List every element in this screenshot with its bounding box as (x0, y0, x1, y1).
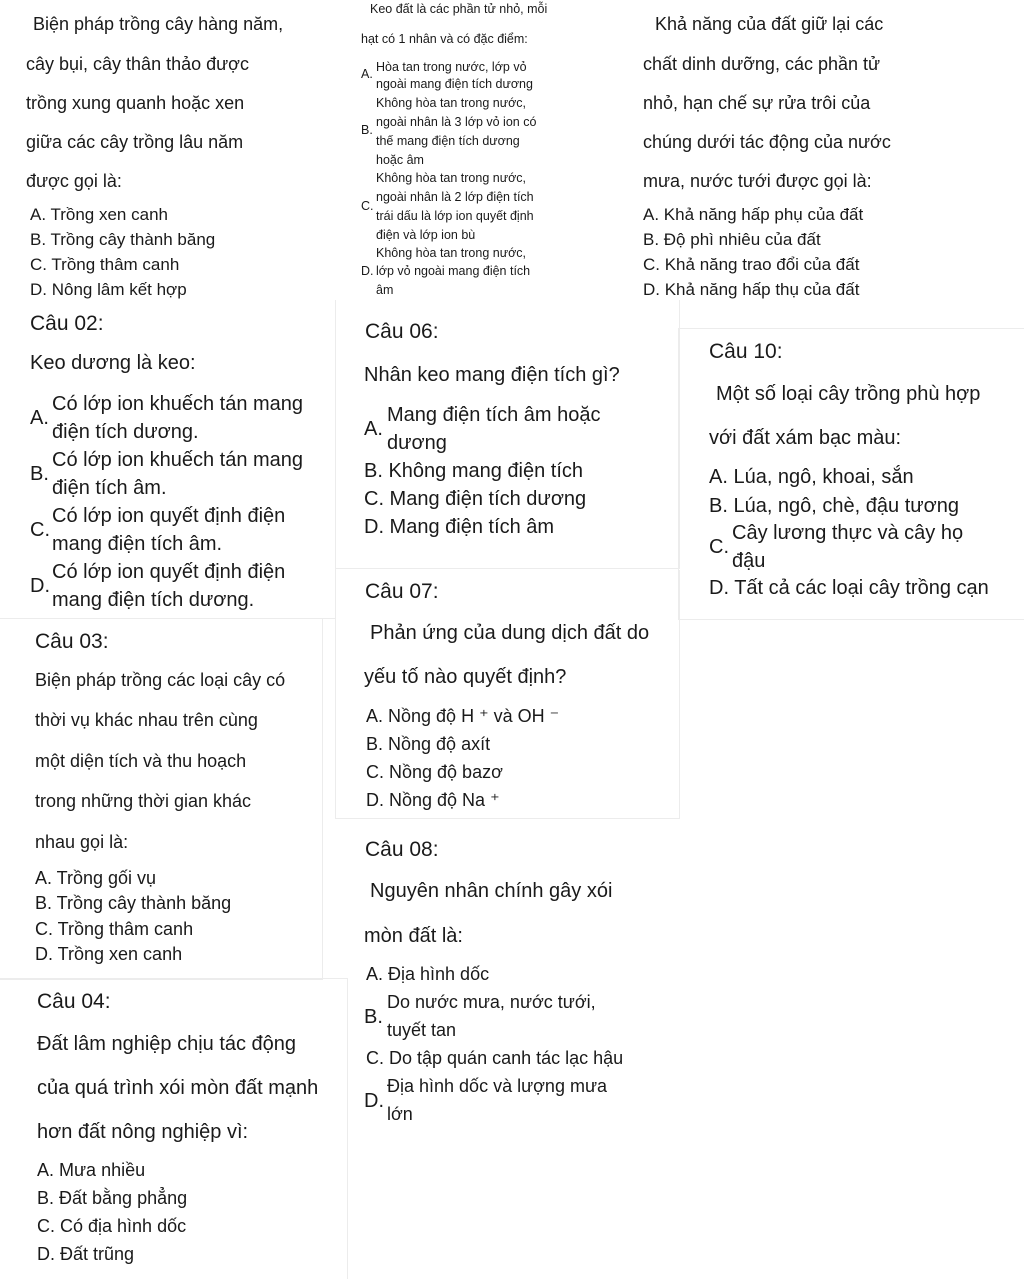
answer-option-b-letter[interactable]: B. (364, 1006, 383, 1028)
question-stem-line: mòn đất là: (364, 925, 463, 947)
answer-option-c-text[interactable]: Có lớp ion quyết định điện (52, 505, 286, 527)
question-stem-line: Một số loại cây trồng phù hợp (716, 383, 981, 405)
question-stem-line: Nguyên nhân chính gây xói (370, 880, 613, 902)
answer-option-b[interactable]: B. Độ phì nhiêu của đất (643, 230, 821, 249)
question-title: Câu 08: (365, 838, 439, 861)
answer-option-c-letter[interactable]: C. (709, 536, 729, 558)
question-stem-line: cây bụi, cây thân thảo được (26, 54, 249, 74)
answer-option-a-letter[interactable]: A. (361, 67, 373, 81)
answer-option-a-text[interactable]: điện tích dương. (52, 421, 199, 443)
answer-option-c-text[interactable]: ngoài nhân là 2 lớp điện tích (376, 190, 534, 204)
question-stem-line: trồng xung quanh hoặc xen (26, 93, 245, 113)
answer-option-c[interactable]: C. Nồng độ bazơ (366, 762, 503, 782)
answer-option-a-text[interactable]: ngoài mang điện tích dương (376, 77, 533, 91)
answer-option-d[interactable]: D. Nông lâm kết hợp (30, 280, 187, 299)
question-stem-line: nhỏ, hạn chế sự rửa trôi của (643, 93, 871, 113)
question-stem-line: với đất xám bạc màu: (709, 427, 902, 449)
answer-option-d[interactable]: D. Tất cả các loại cây trồng cạn (709, 577, 989, 599)
answer-option-d[interactable]: D. Trồng xen canh (35, 944, 183, 964)
question-title: Câu 07: (365, 580, 439, 603)
question-stem-line: một diện tích và thu hoạch (35, 751, 247, 771)
question-stem-line: Biện pháp trồng các loại cây có (35, 670, 286, 690)
answer-option-d-letter[interactable]: D. (30, 575, 50, 597)
answer-option-b-text[interactable]: ngoài nhân là 3 lớp vỏ ion có (376, 115, 537, 129)
answer-option-c-text[interactable]: đậu (732, 550, 766, 572)
answer-option-a[interactable]: A. Trồng xen canh (30, 205, 168, 224)
answer-option-a[interactable]: A. Nồng độ H ⁺ và OH ⁻ (366, 706, 560, 726)
question-stem: Keo dương là keo: (30, 352, 196, 374)
answer-option-b-text[interactable]: Có lớp ion khuếch tán mang (52, 449, 304, 471)
question-stem-line: Khả năng của đất giữ lại các (655, 14, 884, 34)
answer-option-d-text[interactable]: âm (376, 283, 394, 297)
answer-option-a-text[interactable]: Mang điện tích âm hoặc (387, 404, 601, 426)
answer-option-d-text[interactable]: Địa hình dốc và lượng mưa (387, 1076, 608, 1096)
question-stem-line: hạt có 1 nhân và có đặc điểm: (361, 32, 528, 46)
answer-option-b[interactable]: B. Nồng độ axít (366, 734, 491, 754)
answer-option-d-letter[interactable]: D. (364, 1090, 384, 1112)
question-stem-line: yếu tố nào quyết định? (364, 666, 567, 688)
question-stem-line: mưa, nước tưới được gọi là: (643, 171, 872, 191)
answer-option-a[interactable]: A. Trồng gối vụ (35, 868, 157, 888)
answer-option-a[interactable]: A. Địa hình dốc (366, 964, 490, 984)
question-stem-line: được gọi là: (26, 171, 122, 191)
answer-option-c-text[interactable]: điện và lớp ion bù (376, 228, 476, 242)
question-stem-line: Keo đất là các phần tử nhỏ, mỗi (370, 2, 548, 16)
answer-option-b-letter[interactable]: B. (30, 463, 49, 485)
answer-option-b[interactable]: B. Không mang điện tích (364, 460, 584, 482)
question-stem-line: Biện pháp trồng cây hàng năm, (33, 14, 284, 34)
answer-option-d-text[interactable]: lớn (387, 1104, 413, 1124)
answer-option-d-text[interactable]: lớp vỏ ngoài mang điện tích (376, 264, 531, 278)
answer-option-c[interactable]: C. Mang điện tích dương (364, 488, 587, 510)
question-title: Câu 10: (709, 340, 783, 363)
answer-option-d[interactable]: D. Khả năng hấp thụ của đất (643, 280, 860, 299)
answer-option-d[interactable]: D. Mang điện tích âm (364, 516, 555, 538)
answer-option-c-text[interactable]: Không hòa tan trong nước, (376, 171, 526, 185)
answer-option-a[interactable]: A. Mưa nhiều (37, 1160, 146, 1180)
answer-option-b[interactable]: B. Trồng cây thành băng (35, 893, 232, 913)
answer-option-b-text[interactable]: tuyết tan (387, 1020, 457, 1040)
answer-option-b[interactable]: B. Đất bằng phẳng (37, 1188, 188, 1208)
answer-option-b[interactable]: B. Trồng cây thành băng (30, 230, 216, 249)
question-stem-line: hơn đất nông nghiệp vì: (37, 1121, 249, 1143)
answer-option-a-text[interactable]: Hòa tan trong nước, lớp vỏ (376, 60, 527, 74)
answer-option-b-text[interactable]: Do nước mưa, nước tưới, (387, 992, 596, 1012)
answer-option-d-text[interactable]: mang điện tích dương. (52, 589, 255, 611)
question-stem-line: của quá trình xói mòn đất mạnh (37, 1077, 319, 1099)
question-stem-line: thời vụ khác nhau trên cùng (35, 710, 258, 730)
answer-option-c-letter[interactable]: C. (361, 199, 374, 213)
answer-option-a-letter[interactable]: A. (364, 418, 383, 440)
answer-option-b-text[interactable]: thế mang điện tích dương (376, 134, 520, 148)
answer-option-b-letter[interactable]: B. (361, 123, 373, 137)
question-stem-line: nhau gọi là: (35, 832, 129, 852)
answer-option-a-letter[interactable]: A. (30, 407, 49, 429)
answer-option-c-letter[interactable]: C. (30, 519, 50, 541)
answer-option-d-text[interactable]: Có lớp ion quyết định điện (52, 561, 286, 583)
question-stem-line: giữa các cây trồng lâu năm (26, 132, 244, 152)
answer-option-c-text[interactable]: mang điện tích âm. (52, 533, 223, 555)
question-stem-line: trong những thời gian khác (35, 791, 251, 811)
answer-option-a-text[interactable]: Có lớp ion khuếch tán mang (52, 393, 304, 415)
question-title: Câu 06: (365, 320, 439, 343)
answer-option-b[interactable]: B. Lúa, ngô, chè, đậu tương (709, 495, 960, 517)
answer-option-d[interactable]: D. Đất trũng (37, 1244, 135, 1264)
answer-option-c-text[interactable]: trái dấu là lớp ion quyết định (376, 209, 534, 223)
answer-option-a[interactable]: A. Lúa, ngô, khoai, sắn (709, 466, 914, 488)
answer-option-b-text[interactable]: Không hòa tan trong nước, (376, 96, 526, 110)
answer-option-c[interactable]: C. Khả năng trao đổi của đất (643, 255, 860, 274)
question-title: Câu 02: (30, 312, 104, 335)
answer-option-c[interactable]: C. Do tập quán canh tác lạc hậu (366, 1048, 624, 1068)
answer-option-b-text[interactable]: hoặc âm (376, 153, 424, 167)
question-stem: Nhân keo mang điện tích gì? (364, 364, 620, 386)
question-stem-line: chúng dưới tác động của nước (643, 132, 891, 152)
answer-option-d-text[interactable]: Không hòa tan trong nước, (376, 246, 526, 260)
answer-option-c[interactable]: C. Có địa hình dốc (37, 1216, 187, 1236)
question-title: Câu 04: (37, 990, 111, 1013)
answer-option-c-text[interactable]: Cây lương thực và cây họ (732, 522, 964, 544)
answer-option-c[interactable]: C. Trồng thâm canh (35, 919, 194, 939)
answer-option-d-letter[interactable]: D. (361, 264, 374, 278)
answer-option-d[interactable]: D. Nồng độ Na ⁺ (366, 790, 500, 810)
question-stem-line: Phản ứng của dung dịch đất do (370, 622, 650, 644)
question-stem-line: Đất lâm nghiệp chịu tác động (37, 1033, 297, 1055)
answer-option-b-text[interactable]: điện tích âm. (52, 477, 167, 499)
answer-option-c[interactable]: C. Trồng thâm canh (30, 255, 180, 274)
question-stem-line: chất dinh dưỡng, các phần tử (643, 54, 881, 74)
question-title: Câu 03: (35, 630, 109, 653)
answer-option-a-text[interactable]: dương (387, 432, 447, 454)
answer-option-a[interactable]: A. Khả năng hấp phụ của đất (643, 205, 864, 224)
